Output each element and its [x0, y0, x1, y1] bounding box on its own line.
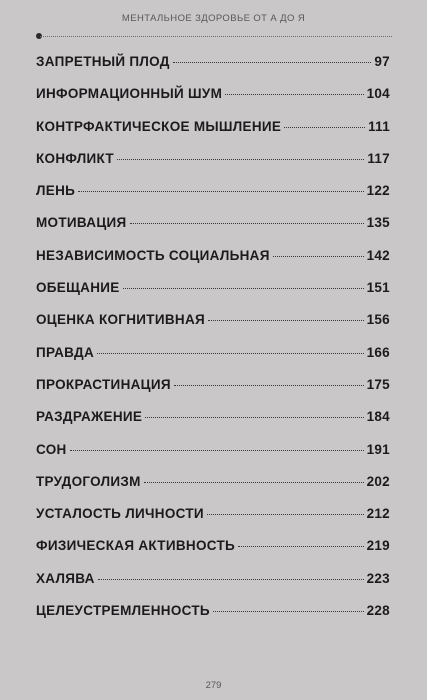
- toc-entry-page: 175: [366, 376, 390, 392]
- toc-entry[interactable]: [36, 442, 390, 474]
- toc-entry-title: СОН: [36, 441, 67, 457]
- dot-leader: [173, 62, 372, 63]
- toc-entry[interactable]: [36, 280, 390, 312]
- toc-entry-page: 142: [366, 247, 390, 263]
- toc-entry-title: РАЗДРАЖЕНИЕ: [36, 409, 143, 425]
- toc-entry[interactable]: [36, 506, 390, 538]
- toc-entry-page: 202: [366, 473, 390, 489]
- dot-leader: [117, 159, 364, 160]
- toc-entry-page: 122: [366, 183, 390, 199]
- dot-leader: [97, 353, 364, 354]
- toc-entry-page: 117: [367, 150, 390, 166]
- toc-entry-title: ХАЛЯВА: [36, 570, 95, 586]
- toc-entry-title: ОБЕЩАНИЕ: [36, 280, 120, 296]
- header-dotted-rule: [40, 36, 392, 37]
- toc-entry-title: ПРОКРАСТИНАЦИЯ: [36, 376, 171, 392]
- dot-leader: [213, 611, 364, 612]
- dot-leader: [123, 288, 364, 289]
- toc-entry[interactable]: [36, 151, 390, 183]
- dot-leader: [273, 256, 364, 257]
- dot-leader: [144, 482, 364, 483]
- toc-entry-page: 156: [366, 312, 390, 328]
- toc-entry-page: 212: [366, 506, 390, 522]
- toc-entry[interactable]: [36, 119, 390, 151]
- dot-leader: [238, 546, 364, 547]
- toc-entry[interactable]: [36, 215, 390, 247]
- toc-entry[interactable]: [36, 538, 390, 570]
- toc-entry-title: ТРУДОГОЛИЗМ: [36, 473, 141, 489]
- dot-leader: [207, 514, 364, 515]
- toc-entry-page: 111: [368, 118, 390, 134]
- toc-entry-title: ЗАПРЕТНЫЙ ПЛОД: [36, 54, 170, 69]
- toc-entry-title: ЦЕЛЕУСТРЕМЛЕННОСТЬ: [36, 603, 210, 619]
- dot-leader: [130, 223, 364, 224]
- dot-leader: [284, 127, 365, 128]
- toc-entry[interactable]: [36, 409, 390, 441]
- dot-leader: [98, 579, 364, 580]
- toc-entry-page: 104: [366, 86, 390, 102]
- toc-entry-title: ЛЕНЬ: [36, 183, 76, 199]
- toc-entry-page: 166: [366, 344, 390, 360]
- toc-entry-page: 151: [366, 280, 390, 296]
- toc-entry[interactable]: [36, 312, 390, 344]
- toc-entry[interactable]: [36, 571, 390, 603]
- toc-entry-page: 219: [366, 538, 390, 554]
- toc-entry-title: КОНФЛИКТ: [36, 150, 114, 166]
- toc-entry[interactable]: [36, 474, 390, 506]
- toc-entry-title: ИНФОРМАЦИОННЫЙ ШУМ: [36, 86, 223, 102]
- running-header: МЕНТАЛЬНОЕ ЗДОРОВЬЕ ОТ А ДО Я: [121, 13, 306, 24]
- toc-entry-title: КОНТРФАКТИЧЕСКОЕ МЫШЛЕНИЕ: [36, 118, 282, 134]
- toc-entry-page: 228: [366, 603, 390, 619]
- toc-entry-page: 223: [366, 570, 390, 586]
- dot-leader: [145, 417, 363, 418]
- page-number: 279: [205, 680, 222, 691]
- toc-entry-title: ФИЗИЧЕСКАЯ АКТИВНОСТЬ: [36, 538, 236, 554]
- toc-entry[interactable]: [36, 603, 390, 635]
- table-of-contents: [36, 54, 390, 635]
- toc-entry-title: НЕЗАВИСИМОСТЬ СОЦИАЛЬНАЯ: [36, 247, 270, 263]
- toc-entry[interactable]: [36, 183, 390, 215]
- dot-leader: [70, 450, 364, 451]
- dot-leader: [174, 385, 364, 386]
- toc-entry-page: 191: [366, 441, 390, 457]
- toc-entry-title: ПРАВДА: [36, 344, 95, 360]
- toc-entry-title: ОЦЕНКА КОГНИТИВНАЯ: [36, 312, 206, 328]
- toc-entry-page: 97: [374, 54, 390, 69]
- toc-entry-title: МОТИВАЦИЯ: [36, 215, 127, 231]
- dot-leader: [78, 191, 363, 192]
- toc-entry[interactable]: [36, 54, 390, 86]
- dot-leader: [225, 94, 363, 95]
- toc-entry[interactable]: [36, 248, 390, 280]
- toc-entry-title: УСТАЛОСТЬ ЛИЧНОСТИ: [36, 506, 204, 522]
- dot-leader: [208, 320, 364, 321]
- toc-entry[interactable]: [36, 377, 390, 409]
- toc-entry[interactable]: [36, 345, 390, 377]
- toc-entry-page: 184: [366, 409, 390, 425]
- toc-entry[interactable]: [36, 86, 390, 118]
- toc-entry-page: 135: [366, 215, 390, 231]
